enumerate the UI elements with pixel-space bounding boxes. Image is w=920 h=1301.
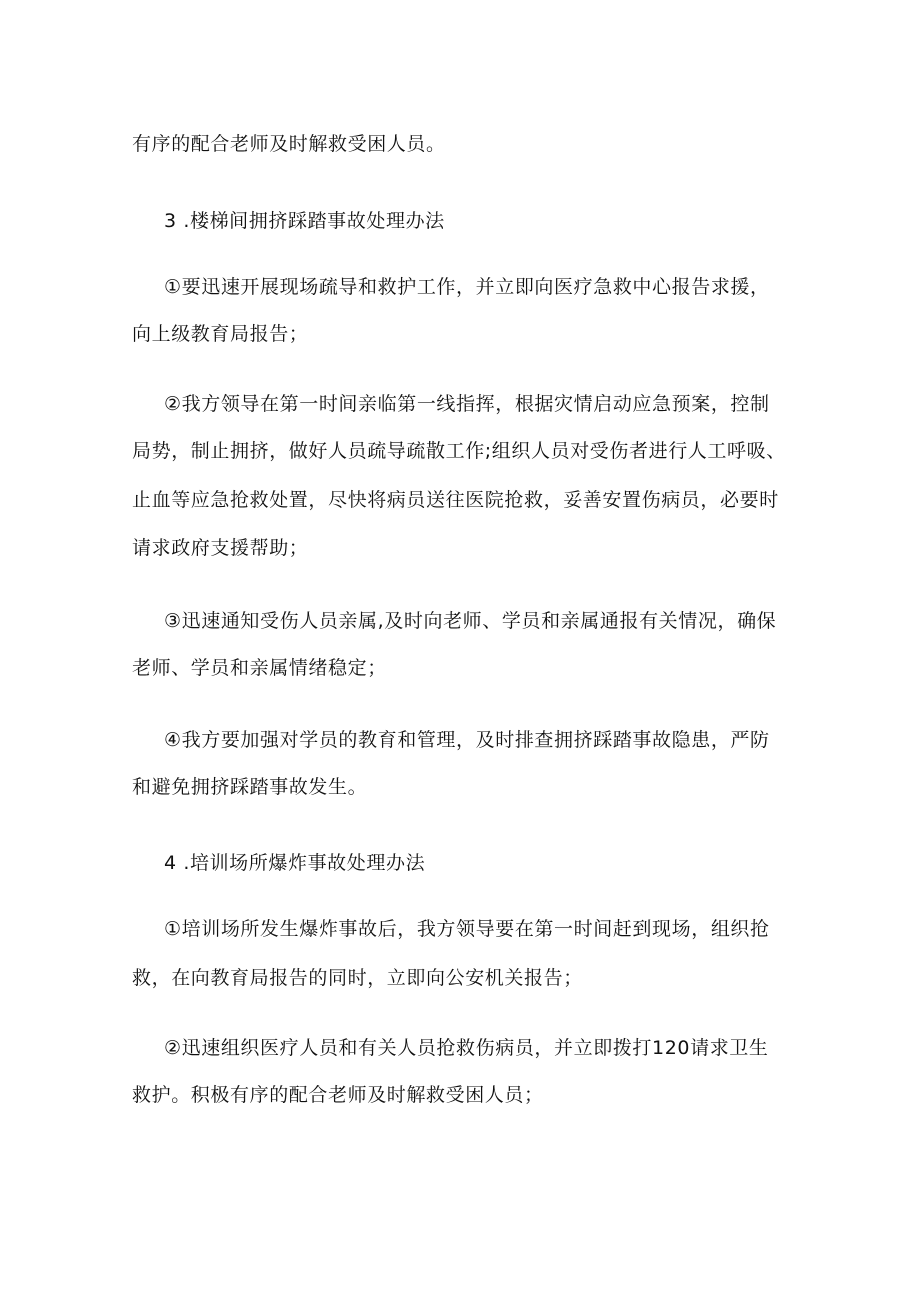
- text-line: 和避免拥挤踩踏事故发生。: [132, 776, 368, 798]
- text-line: 救护。积极有序的配合老师及时解救受困人员；: [132, 1084, 544, 1106]
- text-line: 老师、学员和亲属情绪稳定；: [132, 657, 387, 679]
- text-line: 有序的配合老师及时解救受困人员。: [132, 133, 446, 155]
- text-line: ①培训场所发生爆炸事故后，我方领导要在第一时间赶到现场，组织抢: [164, 918, 770, 940]
- text-line: ④我方要加强对学员的教育和管理，及时排查拥挤踩踏事故隐患，严防: [164, 729, 770, 751]
- text-line: ③迅速通知受伤人员亲属,及时向老师、学员和亲属通报有关情况，确保: [164, 610, 777, 632]
- text-line: 救，在向教育局报告的同时，立即向公安机关报告；: [132, 967, 583, 989]
- text-line: ②迅速组织医疗人员和有关人员抢救伤病员，并立即拨打120请求卫生: [164, 1037, 769, 1059]
- text-line: 向上级教育局报告；: [132, 323, 309, 345]
- text-line: ①要迅速开展现场疏导和救护工作，并立即向医疗急救中心报告求援，: [164, 276, 770, 298]
- section-heading: 4 .培训场所爆炸事故处理办法: [164, 852, 426, 874]
- section-heading: 3 .楼梯间拥挤踩踏事故处理办法: [164, 210, 445, 232]
- text-line: 止血等应急抢救处置，尽快将病员送往医院抢救，妥善安置伤病员，必要时: [132, 489, 779, 511]
- text-line: ②我方领导在第一时间亲临第一线指挥，根据灾情启动应急预案，控制: [164, 393, 770, 415]
- text-line: 局势，制止拥挤，做好人员疏导疏散工作;组织人员对受伤者进行人工呼吸、: [132, 440, 786, 462]
- text-line: 请求政府支援帮助；: [132, 537, 309, 559]
